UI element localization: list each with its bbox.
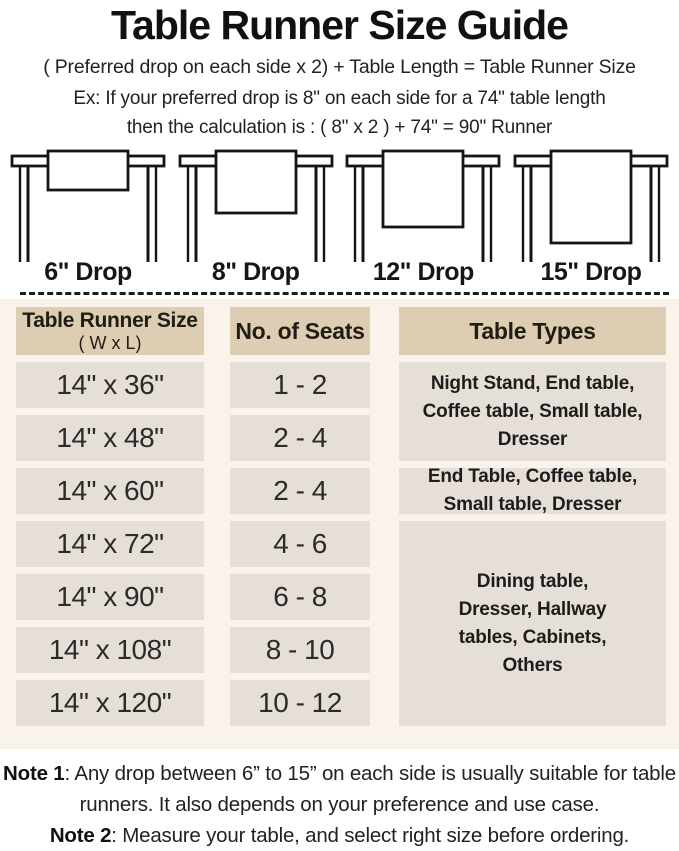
size-cell: 14" x 108": [16, 627, 204, 673]
size-cell: 14" x 90": [16, 574, 204, 620]
runner-size-header-cell: [16, 307, 204, 355]
table-runner-8-drop-icon: [177, 148, 335, 262]
seats-cell: 10 - 12: [230, 680, 370, 726]
drop-illustrations-row: [0, 148, 679, 262]
seats-cell: 1 - 2: [230, 362, 370, 408]
note-2: [2, 820, 677, 851]
types-cell-dining-tables: [399, 521, 666, 726]
seats-cell: 4 - 6: [230, 521, 370, 567]
size-cell: 14" x 120": [16, 680, 204, 726]
table-runner-15-drop-icon: [512, 148, 670, 262]
types-text: Dining table, Dresser, Hallway tables, Cabinets, Others: [458, 570, 607, 676]
types-header-cell: [399, 307, 666, 355]
size-cell: 14" x 72": [16, 521, 204, 567]
drop-label-15: 15" Drop: [540, 258, 642, 286]
seats-cell: 6 - 8: [230, 574, 370, 620]
runner-size-header: Table Runner Size: [22, 309, 198, 332]
drop-label-12: 12" Drop: [372, 258, 474, 286]
note-2-text: : Measure your table, and select right size before ordering.: [111, 824, 630, 847]
table-runner-6-drop-icon: [9, 148, 167, 262]
formula-line: ( Preferred drop on each side x 2) + Table Length = Table Runner Size: [43, 56, 636, 78]
dashed-divider: [20, 292, 669, 295]
note-1-text: : Any drop between 6” to 15” on each side is usually suitable for table runners. It also depends on your preference and use case.: [64, 762, 676, 816]
column-runner-size: [16, 307, 204, 749]
notes-section: [0, 758, 679, 851]
drop-label-8: 8" Drop: [211, 258, 300, 286]
example-line-1: Ex: If your preferred drop is 8" on each side for a 74" table length: [73, 88, 606, 109]
types-text: Night Stand, End table, Coffee table, Small table, Dresser: [422, 372, 643, 450]
drop-label-6: 6" Drop: [44, 258, 132, 286]
page-title: Table Runner Size Guide: [111, 2, 568, 48]
illustration-6-drop: [9, 148, 167, 262]
drop-labels-row: [0, 258, 679, 287]
column-seats: [230, 307, 370, 749]
size-cell: 14" x 36": [16, 362, 204, 408]
note-1: [2, 758, 677, 820]
seats-cell: 2 - 4: [230, 468, 370, 514]
size-cell: 14" x 48": [16, 415, 204, 461]
note-1-label: Note 1: [3, 762, 65, 785]
types-text: End Table, Coffee table, Small table, Dresser: [427, 466, 638, 515]
table-runner-12-drop-icon: [344, 148, 502, 262]
note-2-label: Note 2: [49, 824, 112, 847]
size-cell: 14" x 60": [16, 468, 204, 514]
size-table-section: [0, 299, 679, 749]
seats-cell: 2 - 4: [230, 415, 370, 461]
example-line-2: then the calculation is : ( 8" x 2 ) + 74" = 90" Runner: [126, 117, 553, 138]
illustration-12-drop: [344, 148, 502, 262]
illustration-8-drop: [177, 148, 335, 262]
seats-header-cell: [230, 307, 370, 355]
types-cell-small-tables: [399, 362, 666, 461]
seats-cell: 8 - 10: [230, 627, 370, 673]
types-cell-end-tables: [399, 468, 666, 514]
column-table-types: [399, 307, 666, 749]
types-header: Table Types: [469, 317, 596, 344]
runner-size-subheader: ( W x L): [78, 333, 142, 353]
seats-header: No. of Seats: [235, 317, 365, 344]
illustration-15-drop: [512, 148, 670, 262]
